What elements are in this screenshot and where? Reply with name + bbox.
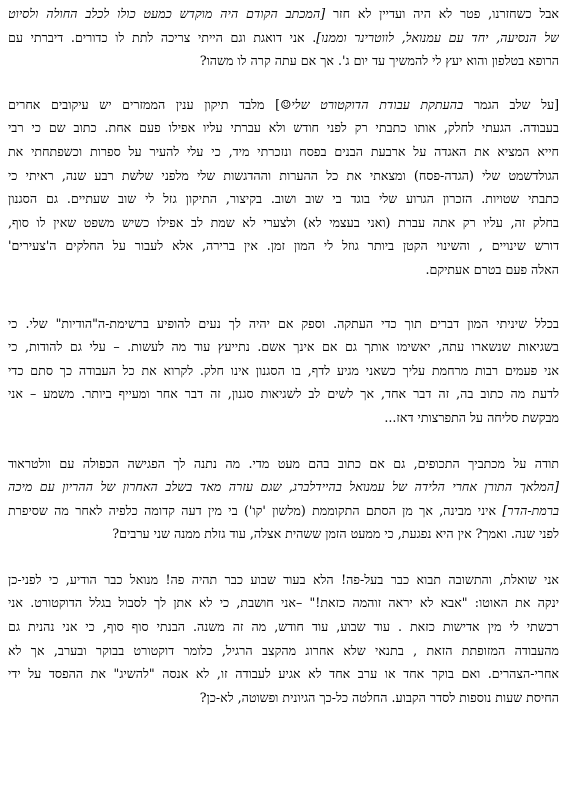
text-segment: [על שלב הגמר bbox=[463, 96, 559, 112]
text-segment: איני מבינה, אך מן הסתם התקוממת (מלשון 'קו') בי מין דעה קדומה כלפיה לאחר מה שסיפרת bbox=[8, 502, 503, 518]
paragraph-gap bbox=[8, 430, 559, 452]
text-line bbox=[8, 26, 559, 50]
text-line bbox=[8, 335, 559, 359]
text-line bbox=[8, 499, 559, 523]
paragraph bbox=[8, 2, 559, 73]
text-segment: אני פעמים רבות מרחמת עליך כשאני מגיע לדף, בו הסגנון אינו חלק. לקרוא את כל העבודה כך סתם כדי bbox=[8, 362, 559, 378]
italic-text: [המכתב הקודם היה מוקדש כמעט כולו לכלב החולה ולסיוט bbox=[8, 6, 326, 21]
text-line bbox=[8, 452, 559, 476]
italic-text: [המלאך התורן אחרי הלידה של עמנואל בהיידלברג, שגם עזרה מאד בשלב האחרון של ההריון עם מיכה bbox=[8, 479, 559, 495]
text-line bbox=[8, 49, 559, 73]
italic-text: ברמת-הדר] bbox=[502, 502, 559, 518]
text-segment: בחלק זה, עליו רק אתה עברת (ואני בעצמי לא) ולצערי לא שמת לב אפילו כשיש משפט שאין לו סוף, bbox=[8, 214, 559, 230]
text-line bbox=[8, 312, 559, 336]
text-segment: כתבתי שטויות. הזכרון הגרוע שלי בוגד בי שוב ושוב. בקיצור, התיקון גזל לי שוב שעתיים. גם הסגנון bbox=[8, 191, 559, 207]
text-line bbox=[8, 686, 559, 710]
text-segment: אני שואלת, והתשובה תבוא כבר בעל-פה! הלא בעוד שבוע כבר תהיה פה! מנואל כבר הודיע, כי לפני-כן bbox=[8, 571, 559, 587]
text-segment: חייא המציא את האגדה על ארבעת הבנים בפסח ונזכרתי מיד, כי עלי להעיר על ספרות וכשפתחתי את bbox=[8, 143, 559, 159]
text-line bbox=[8, 522, 559, 546]
text-segment: דורש שינויים , והשינוי הקטן ביותר גוזל לי המון זמן. אין ברירה, אלא לעבור על החלקים ה'צעירים' bbox=[8, 238, 559, 254]
text-line bbox=[8, 382, 559, 406]
text-segment: רכשתי לי מין אדישות כזאת . עוד שבוע, עוד חודש, מה זה משנה. הבנתי סוף סוף, כי אני נהנית גם bbox=[8, 619, 559, 635]
text-line bbox=[8, 2, 559, 26]
italic-text: בהעתקת עבודת הדוקטורט שלי bbox=[291, 96, 464, 112]
text-line bbox=[8, 140, 559, 164]
text-line bbox=[8, 164, 559, 188]
text-line bbox=[8, 639, 559, 663]
paragraph bbox=[8, 93, 559, 282]
text-line bbox=[8, 116, 559, 140]
paragraph-gap bbox=[8, 73, 559, 93]
text-segment: הרופא בטלפון והוא יעץ לי להמשיך עד יום ג'. אך אם עתה קרה לו משהו? bbox=[199, 53, 559, 69]
paragraph-gap bbox=[8, 282, 559, 312]
text-line bbox=[8, 615, 559, 639]
text-line bbox=[8, 234, 559, 258]
text-line bbox=[8, 258, 559, 282]
text-segment: בעבודה. הגעתי לחלק, אותו כתבתי רק לפני חודש ולא עברתי עליו אפילו פעם אחת. כתוב שם כי רבי bbox=[8, 120, 559, 136]
text-segment: לדעת מה כתוב בה, זה דבר אחד, אך לשים לב לשגיאות סגנון, זה דבר אחר ומעייף ביותר. משמע – אני bbox=[8, 386, 559, 402]
text-segment: בכלל שיניתי המון דברים תוך כדי העתקה. וספק אם יהיה לך נעים להופיע ברשימת-ה"הודיות" שלי. כי bbox=[8, 315, 559, 331]
paragraph-gap bbox=[8, 546, 559, 568]
text-segment: ☺] מלבד תיקון ענין הממזרים יש עיקובים אחרים bbox=[8, 96, 292, 112]
text-line bbox=[8, 187, 559, 211]
text-line bbox=[8, 662, 559, 686]
italic-text: של הנסיעה, יחד עם עמנואל, לווטרינר וממנו] bbox=[316, 29, 559, 45]
text-segment: מבקשת סליחה על התפרצותי דאז... bbox=[384, 409, 559, 425]
text-segment: בשגיאות שנשארו עתה, יאשימו אותך גם אם אינך אשם. נתייעץ עוד מה לעשות. – עלי גם להודות, כי bbox=[8, 339, 559, 355]
text-line bbox=[8, 475, 559, 499]
text-segment: אחרי-הצהרים. ואם בוקר אחד או ערב אחד לא אגיע לעבודה זו, לא אנסה "להשיג" את ההפסד על ידי bbox=[8, 666, 559, 682]
text-segment: ינקה את האוטו: "אבא לא יראה זוהמה כזאת!" –אני חושבת, כי לא אתן לך לסבול בגלל הדוקטורט. אני bbox=[8, 595, 559, 611]
text-segment: לפני שנה. ואמך? אין היא נפגעת, כי ממעט הזמן ששהית אצלה, עוד גזלת ממנה שני ערבים? bbox=[112, 526, 559, 542]
text-segment: תודה על מכתביך התכופים, גם אם כתוב בהם מעט מדי. מה נתנה לך הפגישה הכפולה עם וולטראוד bbox=[8, 455, 559, 471]
text-segment: האלה פעם בטרם אעתיקם. bbox=[425, 261, 559, 277]
text-segment: הגולדשמט שלי (הגדה-פסח) ומצאתי את כל ההערות וההדגשות שלי מלפני שלשת רבע שנה, ראיתי כי bbox=[8, 167, 559, 183]
text-segment: מהעבודה המזופתת הזאת , בתנאי שלא אחרוג מהקצב הרגיל, כלומר דוקטורט בבוקר ובערב, אך לא bbox=[8, 642, 559, 658]
text-segment: החיסת שעות נוספות לסדר הקבוע. החלטה כל-כך הגיונית ופשוטה, לא-כן? bbox=[199, 689, 559, 705]
text-line bbox=[8, 359, 559, 383]
text-line bbox=[8, 93, 559, 117]
text-line bbox=[8, 211, 559, 235]
paragraph bbox=[8, 312, 559, 430]
paragraph bbox=[8, 568, 559, 710]
text-segment: אבל כשחזרנו, פטר לא היה ועדיין לא חזר bbox=[325, 6, 559, 21]
text-line bbox=[8, 406, 559, 430]
text-line bbox=[8, 591, 559, 615]
paragraph bbox=[8, 452, 559, 546]
text-segment: . אני דואגת וגם הייתי צריכה לתת לו כדורים. דיברתי עם bbox=[8, 29, 317, 45]
text-line bbox=[8, 568, 559, 592]
